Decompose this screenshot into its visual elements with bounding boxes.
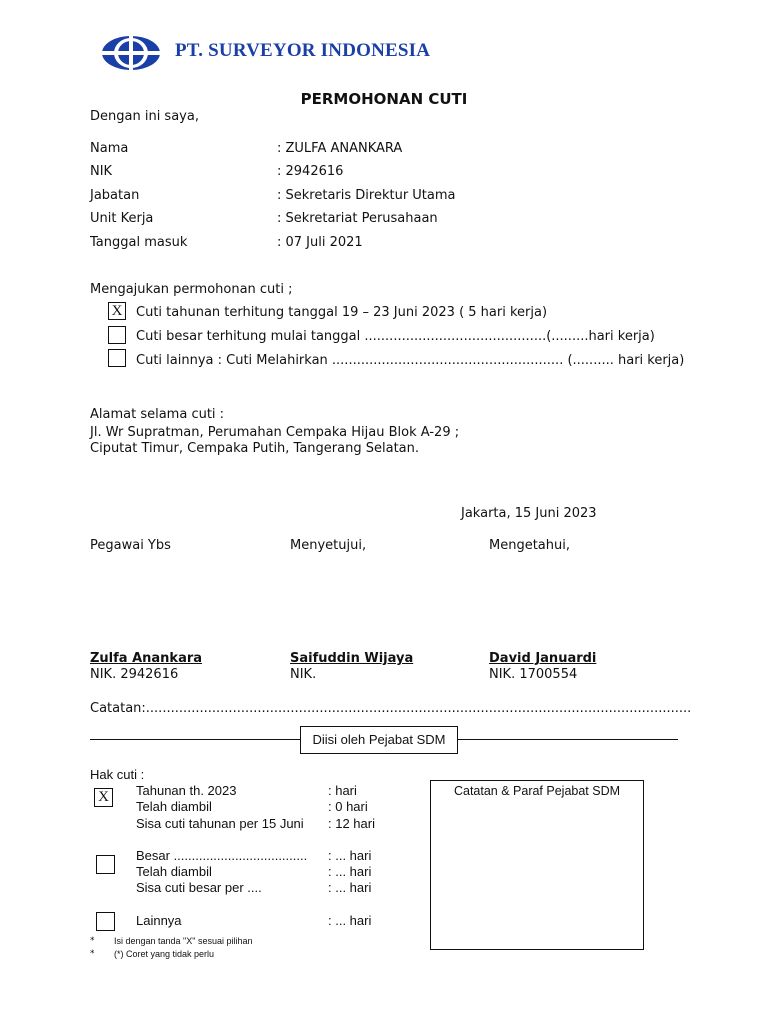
entitlement-value: : 0 hari [328,799,368,814]
field-label: NIK [90,164,113,179]
entitlement-value: : ... hari [328,848,372,863]
option-label: Cuti lainnya : Cuti Melahirkan ........................................................ (.......... hari kerja) [136,353,685,368]
company-name: PT. SURVEYOR INDONESIA [175,40,431,61]
entitlement-label: Sisa cuti tahunan per 15 Juni [136,816,304,831]
option-checkbox[interactable]: X [108,302,126,320]
signer-name: Zulfa Anankara [90,651,203,666]
catatan-line: Catatan:.................................................................................................................................... [90,701,692,716]
divider [456,739,678,740]
signer-role: Mengetahui, [489,538,570,553]
field-label: Tanggal masuk [90,235,188,250]
entitlement-label: Lainnya [136,913,182,928]
signer-nik: NIK. 2942616 [90,667,179,682]
address-label: Alamat selama cuti : [90,407,225,422]
field-value: : Sekretaris Direktur Utama [277,188,456,203]
note-bullet: * [90,936,95,946]
note-text: Isi dengan tanda "X" sesuai pilihan [114,936,253,946]
intro-text: Dengan ini saya, [90,109,199,124]
entitlement-value: : ... hari [328,913,372,928]
field-label: Jabatan [90,188,140,203]
entitlement-label: Telah diambil [136,799,212,814]
field-value: : ZULFA ANANKARA [277,141,403,156]
note-text: (*) Coret yang tidak perlu [114,949,215,959]
place-date: Jakarta, 15 Juni 2023 [461,506,597,521]
entitlement-label: Sisa cuti besar per .... [136,880,262,895]
signer-role: Menyetujui, [290,538,367,553]
field-value: : 07 Juli 2021 [277,235,363,250]
divider [90,739,300,740]
signer-name: Saifuddin Wijaya [290,651,414,666]
paraf-title: Catatan & Paraf Pejabat SDM [453,784,621,798]
entitlement-value: : hari [328,783,357,798]
entitlement-checkbox[interactable] [96,912,115,931]
signer-role: Pegawai Ybs [90,538,171,553]
entitlement-checkbox[interactable]: X [94,788,113,807]
company-logo-icon [100,34,162,72]
entitlement-label: Tahunan th. 2023 [136,783,237,798]
entitlement-value: : ... hari [328,880,372,895]
sdm-header: Diisi oleh Pejabat SDM [300,726,458,754]
entitlement-label: Telah diambil [136,864,212,879]
signer-name: David Januardi [489,651,597,666]
option-checkbox[interactable] [108,326,126,344]
option-label: Cuti tahunan terhitung tanggal 19 – 23 Juni 2023 ( 5 hari kerja) [136,305,548,320]
paraf-box [430,780,644,950]
signer-nik: NIK. 1700554 [489,667,578,682]
entitlement-value: : ... hari [328,864,372,879]
note-bullet: * [90,949,95,959]
request-intro: Mengajukan permohonan cuti ; [90,282,293,297]
field-label: Unit Kerja [90,211,154,226]
hak-cuti-label: Hak cuti : [90,767,145,782]
entitlement-label: Besar ..................................... [136,848,308,863]
address-line: Ciputat Timur, Cempaka Putih, Tangerang Selatan. [90,441,419,456]
entitlement-value: : 12 hari [328,816,375,831]
entitlement-checkbox[interactable] [96,855,115,874]
field-value: : Sekretariat Perusahaan [277,211,438,226]
option-label: Cuti besar terhitung mulai tanggal ............................................(.........hari kerja) [136,329,655,344]
page-title: PERMOHONAN CUTI [300,90,468,108]
option-checkbox[interactable] [108,349,126,367]
field-value: : 2942616 [277,164,344,179]
field-label: Nama [90,141,129,156]
address-line: Jl. Wr Supratman, Perumahan Cempaka Hijau Blok A-29 ; [90,425,460,440]
signer-nik: NIK. [290,667,317,682]
